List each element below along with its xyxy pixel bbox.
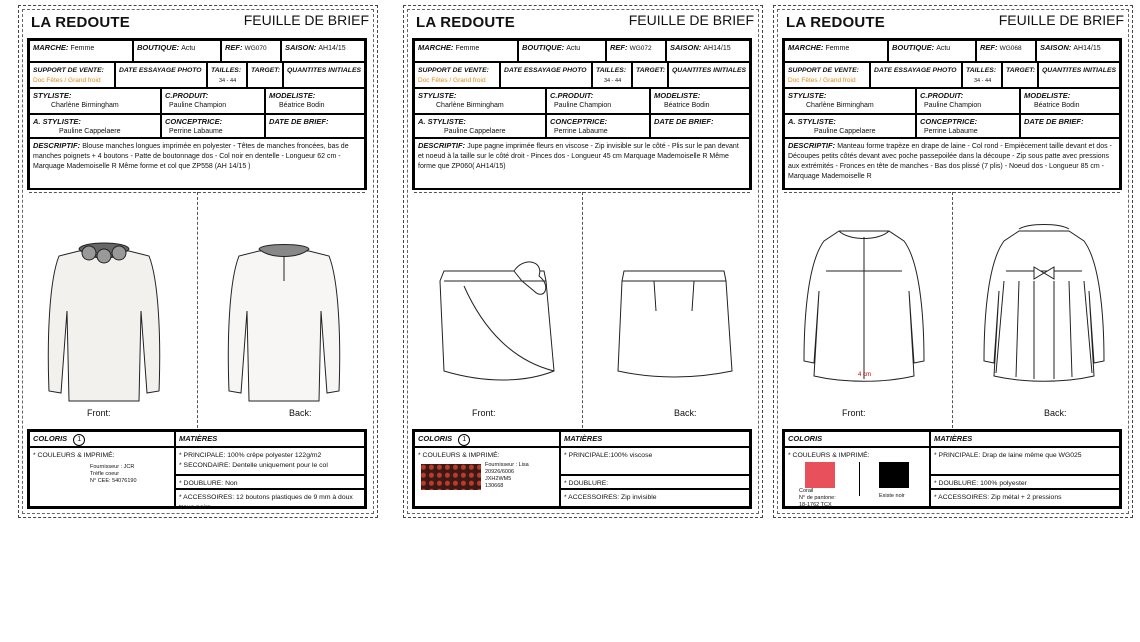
cproduit-cell: C.PRODUIT: Pauline Champion [546, 88, 650, 114]
back-garment-drawing [199, 201, 379, 401]
principale-cell: * PRINCIPALE: Drap de laine même que WG025 [930, 447, 1120, 475]
back-caption: Back: [674, 408, 697, 418]
brand-logo: LA REDOUTE [416, 14, 515, 31]
marche-cell: MARCHE: Femme [784, 40, 888, 62]
boutique-cell: BOUTIQUE: Actu [133, 40, 221, 62]
accessoires-cell: * ACCESSOIRES: Zip métal + 2 pressions [930, 489, 1120, 507]
info-box [782, 38, 1122, 190]
quantites-cell: QUANTITES INITIALES [283, 62, 365, 88]
brand-logo: LA REDOUTE [31, 14, 130, 31]
coloris-header: COLORIS [784, 431, 930, 447]
back-garment-drawing [584, 201, 764, 401]
date-brief-cell: DATE DE BRIEF: [650, 114, 750, 138]
saison-cell: SAISON: AH14/15 [281, 40, 365, 62]
coloris-header: COLORIS 1 [29, 431, 175, 447]
astyliste-cell: A. STYLISTE: Pauline Cappelaere [29, 114, 161, 138]
saison-cell: SAISON: AH14/15 [1036, 40, 1120, 62]
ref-cell: REF: WG070 [221, 40, 281, 62]
front-garment-drawing [774, 201, 954, 401]
support-cell: SUPPORT DE VENTE: Doc Fêtes / Grand froid [784, 62, 870, 88]
date-essayage-cell: DATE ESSAYAGE PHOTO [500, 62, 592, 88]
astyliste-cell: A. STYLISTE: Pauline Cappelaere [784, 114, 916, 138]
front-caption: Front: [87, 408, 111, 418]
back-caption: Back: [1044, 408, 1067, 418]
swatch2-info: Existe noir [879, 493, 905, 499]
sheet-title: FEUILLE DE BRIEF [628, 12, 754, 28]
coloris-count: 1 [73, 434, 85, 446]
front-garment-drawing [19, 201, 199, 401]
support-cell: SUPPORT DE VENTE: Doc Fêtes / Grand froid [414, 62, 500, 88]
marche-cell: MARCHE: Femme [29, 40, 133, 62]
matieres-header: MATIÈRES [175, 431, 365, 447]
descriptif-cell: DESCRIPTIF: Jupe pagne imprimée fleurs en viscose - Zip invisible sur le côté - Plis sur le pan devant et noeud à la taille sur le côté droit - Pinces dos - Longueur 45 cm Marquage Mademoiselle R Même forme que ZP060( AH14/15) [414, 138, 750, 188]
coloris-matieres-box [27, 429, 367, 509]
ref-cell: REF: WG072 [606, 40, 666, 62]
principale-cell: * PRINCIPALE:100% viscose [560, 447, 750, 475]
brand-logo: LA REDOUTE [786, 14, 885, 31]
info-box [27, 38, 367, 190]
accessoires-cell: * ACCESSOIRES: 12 boutons plastiques de 9 mm à doux trous noirs [175, 489, 365, 507]
back-garment-drawing [954, 201, 1134, 401]
back-caption: Back: [289, 408, 312, 418]
coloris-count: 1 [458, 434, 470, 446]
date-brief-cell: DATE DE BRIEF: [1020, 114, 1120, 138]
brief-sheet-2 [403, 5, 763, 518]
saison-cell: SAISON: AH14/15 [666, 40, 750, 62]
conceptrice-cell: CONCEPTRICE: Perrine Labaume [546, 114, 650, 138]
front-caption: Front: [472, 408, 496, 418]
support-cell: SUPPORT DE VENTE: Doc Fêtes / Grand froid [29, 62, 115, 88]
marche-cell: MARCHE: Femme [414, 40, 518, 62]
ref-cell: REF: WG068 [976, 40, 1036, 62]
conceptrice-cell: CONCEPTRICE: Perrine Labaume [916, 114, 1020, 138]
target-cell: TARGET: [632, 62, 668, 88]
noir-swatch [879, 462, 909, 488]
accessoires-cell: * ACCESSOIRES: Zip invisible [560, 489, 750, 507]
couleurs-cell: * COULEURS & IMPRIMÉ: Corail N° de pantone: 18-1762 TCX Existe noir [784, 447, 930, 507]
measure-note: 4 cm [858, 372, 872, 378]
target-cell: TARGET: [1002, 62, 1038, 88]
corail-swatch [805, 462, 835, 488]
swatch-info: Fournisseur : Lisa 20926/6006 JXH2WM5 130668 [485, 462, 529, 489]
cproduit-cell: C.PRODUIT: Pauline Champion [161, 88, 265, 114]
quantites-cell: QUANTITES INITIALES [668, 62, 750, 88]
styliste-cell: STYLISTE: Charlène Birmingham [414, 88, 546, 114]
styliste-cell: STYLISTE: Charlène Birmingham [784, 88, 916, 114]
front-caption: Front: [842, 408, 866, 418]
doublure-cell: * DOUBLURE: 100% polyester [930, 475, 1120, 489]
doublure-cell: * DOUBLURE: [560, 475, 750, 489]
principale-cell: * PRINCIPALE: 100% crêpe polyester 122g/m2 * SECONDAIRE: Dentelle uniquement pour le col [175, 447, 365, 475]
info-box [412, 38, 752, 190]
modeliste-cell: MODELISTE: Béatrice Bodin [265, 88, 365, 114]
tailles-cell: TAILLES: 34 - 44 [592, 62, 632, 88]
sheet-title: FEUILLE DE BRIEF [998, 12, 1124, 28]
boutique-cell: BOUTIQUE: Actu [518, 40, 606, 62]
astyliste-cell: A. STYLISTE: Pauline Cappelaere [414, 114, 546, 138]
couleurs-cell: * COULEURS & IMPRIMÉ: Fournisseur : Lisa 20926/6006 JXH2WM5 130668 [414, 447, 560, 507]
quantites-cell: QUANTITES INITIALES [1038, 62, 1120, 88]
styliste-cell: STYLISTE: Charlène Birmingham [29, 88, 161, 114]
modeliste-cell: MODELISTE: Béatrice Bodin [1020, 88, 1120, 114]
brief-sheet-3 [773, 5, 1133, 518]
coloris-header: COLORIS 1 [414, 431, 560, 447]
coloris-matieres-box [782, 429, 1122, 509]
date-essayage-cell: DATE ESSAYAGE PHOTO [115, 62, 207, 88]
swatch-info: Fournisseur : JCR Trèfle coeur N° CEE: 54076190 [90, 464, 137, 484]
couleurs-cell: * COULEURS & IMPRIMÉ: Fournisseur : JCR Trèfle coeur N° CEE: 54076190 [29, 447, 175, 507]
print-swatch [421, 464, 481, 490]
matieres-header: MATIÈRES [930, 431, 1120, 447]
doublure-cell: * DOUBLURE: Non [175, 475, 365, 489]
date-brief-cell: DATE DE BRIEF: [265, 114, 365, 138]
brief-sheet-1 [18, 5, 378, 518]
matieres-header: MATIÈRES [560, 431, 750, 447]
conceptrice-cell: CONCEPTRICE: Perrine Labaume [161, 114, 265, 138]
front-garment-drawing [404, 201, 584, 401]
tailles-cell: TAILLES: 34 - 44 [962, 62, 1002, 88]
descriptif-cell: DESCRIPTIF: Blouse manches longues imprimée en polyester - Têtes de manches froncées, bas de manches poignets + 4 boutons - Patte de boutonnage dos - Col noir en dentelle - Longueur 62 cm - Marquage Mademoiselle R Même forme et col que ZP558 (AH 14/15 ) [29, 138, 365, 188]
boutique-cell: BOUTIQUE: Actu [888, 40, 976, 62]
descriptif-cell: DESCRIPTIF: Manteau forme trapèze en drape de laine - Col rond - Empiècement taille devant et dos -Découpes petits côtés devant avec poche passepoilée dans la découpe - Zip sous patte avec pressions aux extrémités - Fronces en tête de manches - Bas dos plissé (7 plis) - Noeud dos - Longueur 85 cm - Marquage Mademoiselle R [784, 138, 1120, 188]
date-essayage-cell: DATE ESSAYAGE PHOTO [870, 62, 962, 88]
tailles-cell: TAILLES: 34 - 44 [207, 62, 247, 88]
modeliste-cell: MODELISTE: Béatrice Bodin [650, 88, 750, 114]
coloris-matieres-box [412, 429, 752, 509]
target-cell: TARGET: [247, 62, 283, 88]
sheet-title: FEUILLE DE BRIEF [243, 12, 369, 28]
swatch-info: Corail N° de pantone: 18-1762 TCX [799, 488, 836, 508]
cproduit-cell: C.PRODUIT: Pauline Champion [916, 88, 1020, 114]
